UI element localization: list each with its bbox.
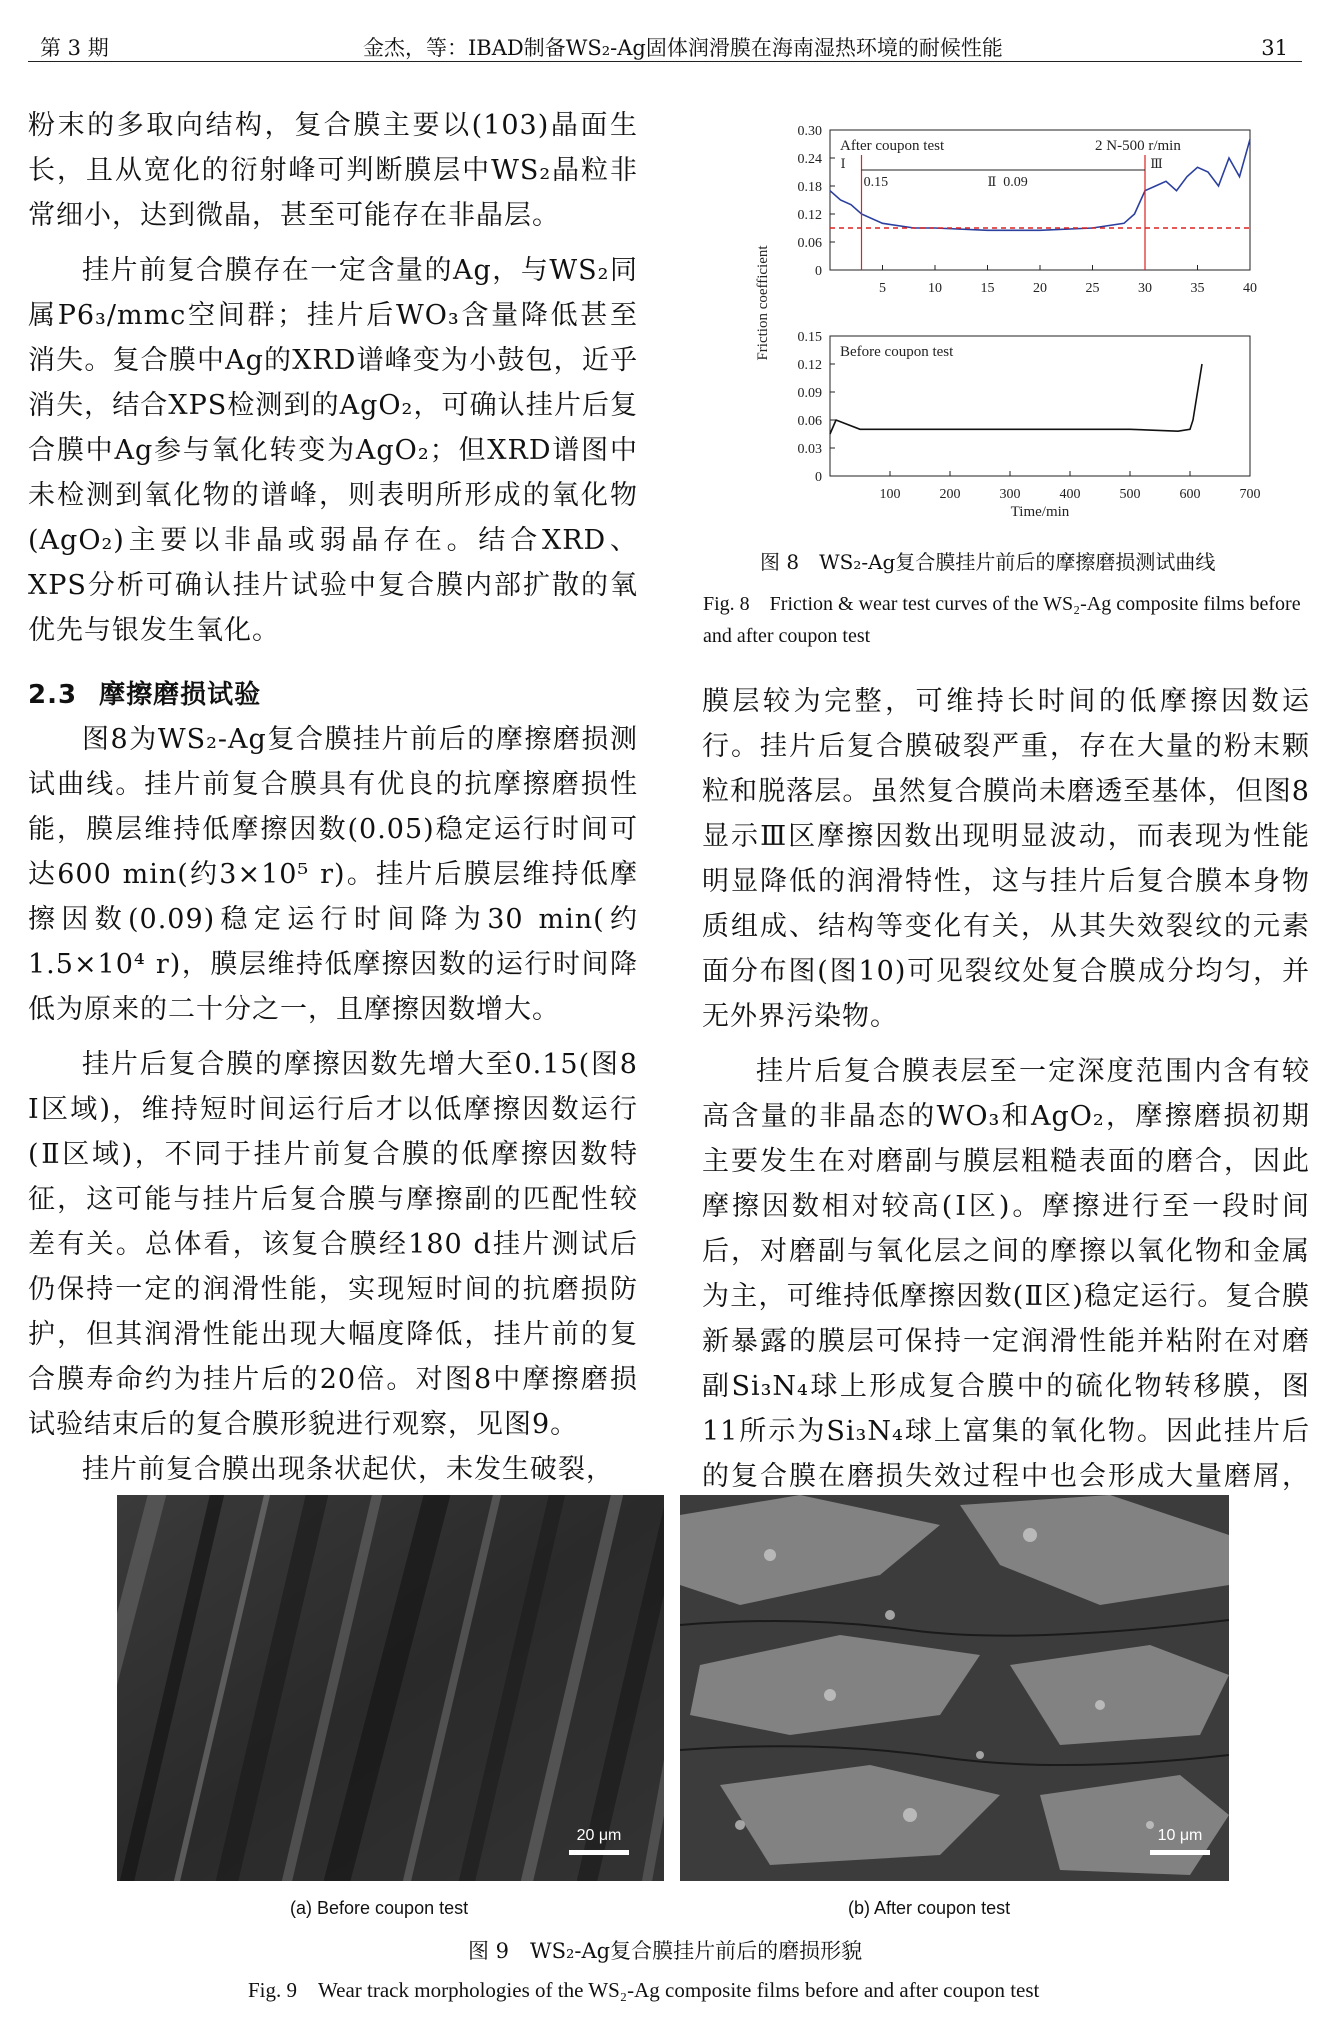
issue-label: 第 3 期 [40, 36, 109, 60]
friction-chart-svg [745, 118, 1285, 518]
before-xtick-label: 100 [879, 487, 901, 502]
before-ytick-label: 0.09 [797, 386, 822, 401]
section-title: 摩擦磨损试验 [99, 680, 262, 710]
before-ytick-label: 0.06 [797, 414, 822, 429]
left-paragraph-4: 挂片后复合膜的摩擦因数先增大至0.15(图8 Ⅰ区域)，维持短时间运行后才以低摩擦因数运行(Ⅱ区域)，不同于挂片前复合膜的低摩擦因数特征，这可能与挂片后复合膜与摩擦副的匹配性较差有关。总体看，该复合膜经180 d挂片测试后仍保持一定的润滑性能，实现短时间的抗磨损防护，但其润滑性能出现大幅度降低，挂片前的复合膜寿命约为挂片后的20倍。对图8中摩擦磨损试验结束后的复合膜形貌进行观察，见图9。 [28, 1049, 638, 1440]
before-ytick-label: 0 [815, 470, 822, 485]
scale-bar-label-a: 20 μm [576, 1827, 622, 1844]
after-xtick-label: 30 [1138, 281, 1152, 296]
after-ytick-label: 0.18 [797, 180, 822, 195]
section-number: 2.3 [28, 680, 78, 710]
section-heading [28, 673, 638, 717]
x-axis-label: Time/min [1010, 504, 1070, 518]
after-value-label: 0.15 [863, 175, 889, 190]
after-panel-title: After coupon test [840, 138, 945, 154]
y-axis-label: Friction coefficient [755, 245, 771, 361]
sem-image-before [117, 1495, 664, 1881]
scale-bar-label-b: 10 μm [1157, 1827, 1203, 1844]
before-ytick-label: 0.15 [797, 330, 822, 345]
before-xtick-label: 400 [1059, 487, 1081, 502]
before-series-line [830, 364, 1202, 434]
after-ytick-label: 0.06 [797, 236, 822, 251]
before-xtick-label: 700 [1239, 487, 1261, 502]
sem-image-after [680, 1495, 1229, 1881]
figure-9-caption-cn: 图 9 WS₂-Ag复合膜挂片前后的磨损形貌 [468, 1939, 863, 1963]
figure-8-caption-cn: 图 8 WS₂-Ag复合膜挂片前后的摩擦磨损测试曲线 [760, 550, 1216, 574]
sem-before-picture [117, 1495, 664, 1881]
after-xtick-label: 40 [1243, 281, 1257, 296]
left-paragraph-3: 图8为WS₂-Ag复合膜挂片前后的摩擦磨损测试曲线。挂片前复合膜具有优良的抗摩擦磨损性能，膜层维持低摩擦因数(0.05)稳定运行时间可达600 min(约3×10⁵ r)。挂片后膜层维持低摩擦因数(0.09)稳定运行时间降为30 min(约1.5×10⁴ r)，膜层维持低摩擦因数的运行时间降低为原来的二十分之一，且摩擦因数增大。 [28, 724, 638, 1025]
before-xtick-label: 300 [999, 487, 1021, 502]
after-ytick-label: 0.24 [797, 152, 822, 167]
before-xtick-label: 200 [939, 487, 961, 502]
left-paragraph-2: 挂片前复合膜存在一定含量的Ag，与WS₂同属P6₃/mmc空间群；挂片后WO₃含量降低甚至消失。复合膜中Ag的XRD谱峰变为小鼓包，近乎消失，结合XPS检测到的AgO₂，可确认挂片后复合膜中Ag参与氧化转变为AgO₂；但XRD谱图中未检测到氧化物的谱峰，则表明所形成的氧化物(AgO₂)主要以非晶或弱晶存在。结合XRD、XPS分析可确认挂片试验中复合膜内部扩散的氧优先与银发生氧化。 [28, 255, 638, 646]
after-ytick-label: 0.12 [797, 208, 822, 223]
after-ytick-label: 0 [815, 264, 822, 279]
left-paragraph-5: 挂片前复合膜出现条状起伏，未发生破裂， [82, 1454, 614, 1485]
after-xtick-label: 20 [1033, 281, 1047, 296]
after-xtick-label: 35 [1190, 281, 1205, 296]
before-panel-title: Before coupon test [840, 344, 954, 360]
right-paragraph-2: 挂片后复合膜表层至一定深度范围内含有较高含量的非晶态的WO₃和AgO₂，摩擦磨损初期主要发生在对磨副与膜层粗糙表面的磨合，因此摩擦因数相对较高(Ⅰ区)。摩擦进行至一段时间后，对磨副与氧化层之间的摩擦以氧化物和金属为主，可维持低摩擦因数(Ⅱ区)稳定运行。复合膜新暴露的膜层可保持一定润滑性能并粘附在对磨副Si₃N₄球上形成复合膜中的硫化物转移膜，图11所示为Si₃N₄球上富集的氧化物。因此挂片后的复合膜在磨损失效过程中也会形成大量磨屑， [702, 1056, 1310, 1492]
running-title: 金杰，等：IBAD制备WS₂-Ag固体润滑膜在海南湿热环境的耐候性能 [363, 36, 1003, 60]
figure-8-caption-en: Fig. 8 Friction & wear test curves of the WS₂-Ag composite films before and after coupon test [703, 593, 1301, 647]
right-paragraph-1: 膜层较为完整，可维持长时间的低摩擦因数运行。挂片后复合膜破裂严重，存在大量的粉末颗粒和脱落层。虽然复合膜尚未磨透至基体，但图8显示Ⅲ区摩擦因数出现明显波动，而表现为性能明显降低的润滑特性，这与挂片后复合膜本身物质组成、结构等变化有关，从其失效裂纹的元素面分布图(图10)可见裂纹处复合膜成分均匀，并无外界污染物。 [702, 686, 1310, 1032]
panel-a-label: (a) Before coupon test [290, 1898, 469, 1918]
page-number: 31 [1261, 36, 1288, 60]
header-rule [28, 61, 1302, 62]
before-xtick-label: 500 [1119, 487, 1141, 502]
after-xtick-label: 10 [928, 281, 942, 296]
left-paragraph-1: 粉末的多取向结构，复合膜主要以(103)晶面生长，且从宽化的衍射峰可判断膜层中WS₂晶粒非常细小，达到微晶，甚至可能存在非晶层。 [28, 110, 638, 231]
after-xtick-label: 5 [879, 281, 886, 296]
after-xtick-label: 25 [1085, 281, 1100, 296]
before-ytick-label: 0.12 [797, 358, 822, 373]
after-ytick-label: 0.30 [797, 124, 822, 139]
after-xtick-label: 15 [980, 281, 995, 296]
figure-8-chart [745, 118, 1285, 518]
after-region-label: Ⅱ [987, 174, 997, 189]
panel-b-label: (b) After coupon test [848, 1898, 1011, 1918]
after-region-label: Ⅰ [840, 156, 846, 171]
page-header [28, 28, 1302, 62]
before-ytick-label: 0.03 [797, 442, 822, 457]
before-xtick-label: 600 [1179, 487, 1201, 502]
after-condition-label: 2 N-500 r/min [1095, 138, 1181, 154]
after-value-label: 0.09 [1003, 175, 1028, 190]
right-column [702, 679, 1310, 1544]
figure-9-caption-en: Fig. 9 Wear track morphologies of the WS₂-Ag composite films before and after coupon test [248, 1978, 1040, 2002]
sem-after-picture [680, 1495, 1229, 1881]
left-column [28, 103, 638, 1492]
after-region-label: Ⅲ [1150, 156, 1163, 171]
